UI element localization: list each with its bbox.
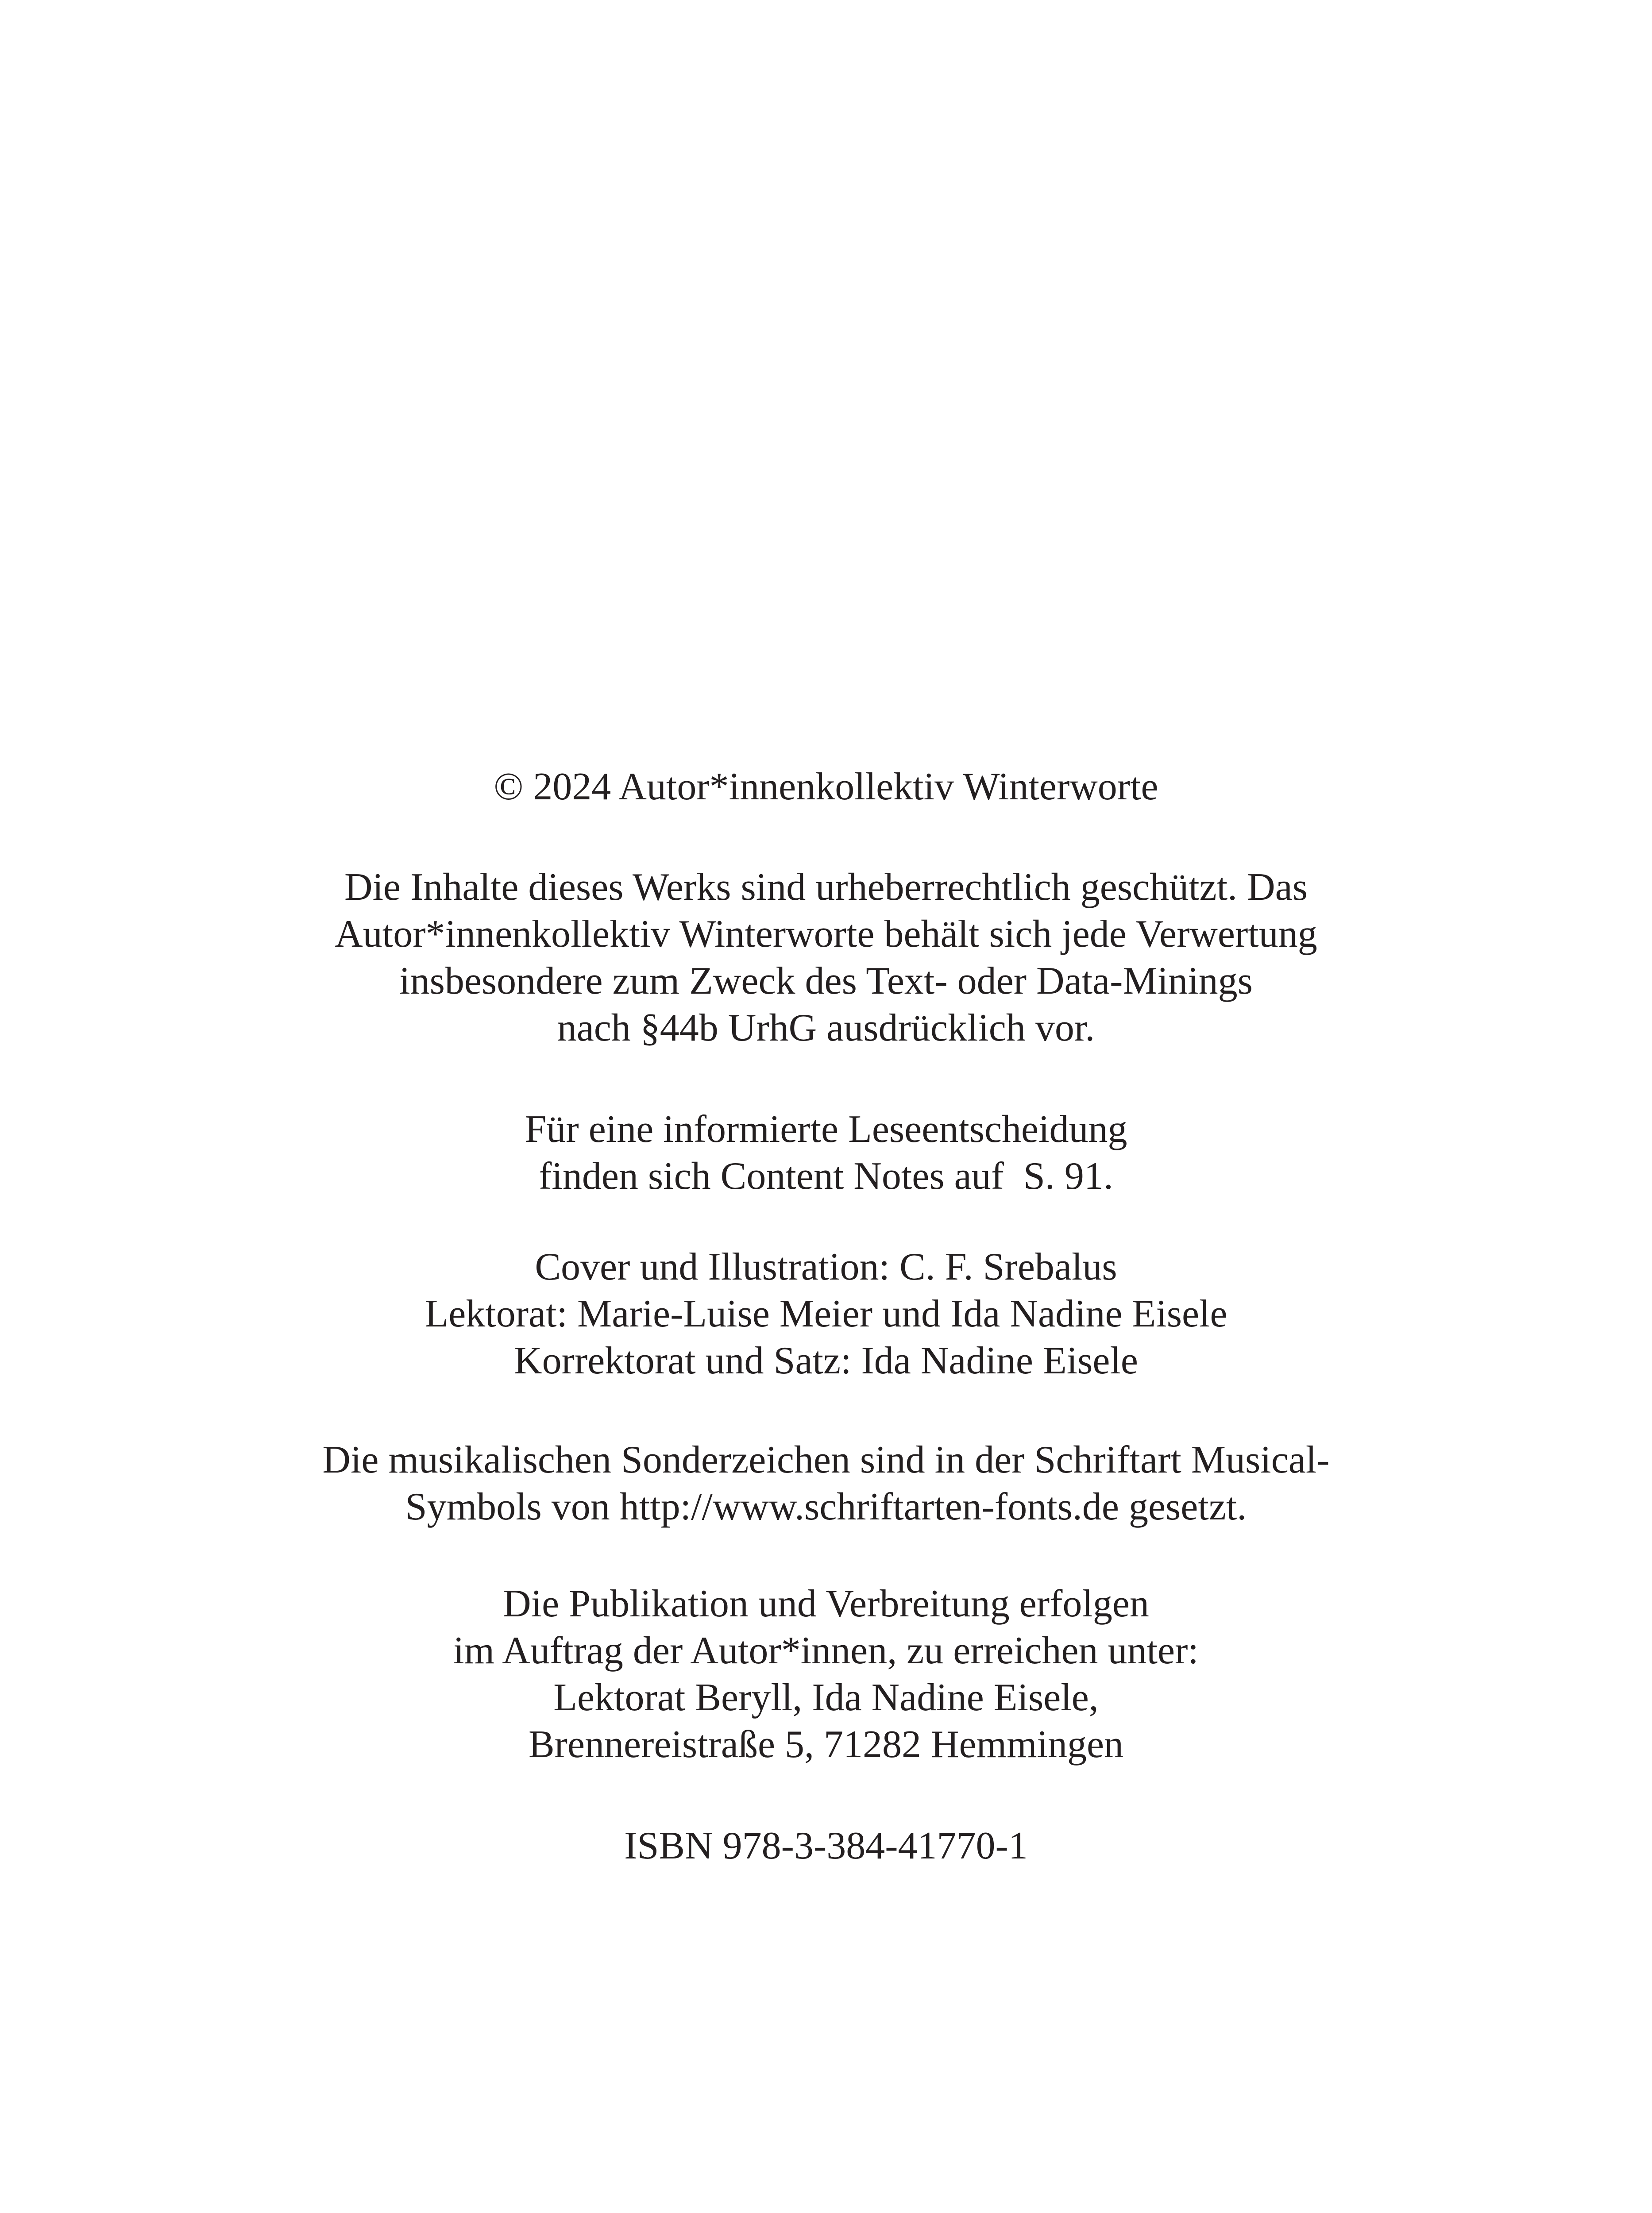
font-note-line-1: Die musikalischen Sonderzeichen sind in der Schriftart Musical-	[322, 1438, 1330, 1481]
rights-line-1: Die Inhalte dieses Werks sind urheberrechtlich geschützt. Das	[344, 866, 1308, 909]
credit-editing: Lektorat: Marie-Luise Meier und Ida Nadine Eisele	[425, 1292, 1227, 1335]
credit-cover: Cover und Illustration: C. F. Srebalus	[535, 1245, 1117, 1288]
content-notes-line-2: finden sich Content Notes auf S. 91.	[539, 1155, 1113, 1198]
isbn-line: ISBN 978-3-384-41770-1	[624, 1824, 1028, 1867]
publication-info	[0, 1581, 1652, 1768]
credit-proofreading: Korrektorat und Satz: Ida Nadine Eisele	[514, 1339, 1138, 1382]
publication-line-2: im Auftrag der Autor*innen, zu erreichen unter:	[453, 1629, 1199, 1672]
publication-line-1: Die Publikation und Verbreitung erfolgen	[503, 1582, 1149, 1625]
publication-line-3: Lektorat Beryll, Ida Nadine Eisele,	[553, 1676, 1099, 1719]
content-notes-statement	[0, 1106, 1652, 1200]
rights-line-3: insbesondere zum Zweck des Text- oder Data-Minings	[399, 960, 1253, 1002]
credits	[0, 1244, 1652, 1384]
font-note	[0, 1437, 1652, 1531]
isbn	[0, 1823, 1652, 1870]
rights-line-4: nach §44b UrhG ausdrücklich vor.	[557, 1006, 1095, 1049]
copyright-line: © 2024 Autor*innenkollektiv Winterworte	[494, 765, 1158, 808]
publication-line-4: Brennereistraße 5, 71282 Hemmingen	[528, 1723, 1124, 1766]
rights-statement	[0, 864, 1652, 1052]
content-notes-line-1: Für eine informierte Leseentscheidung	[525, 1108, 1127, 1151]
font-note-line-2: Symbols von http://www.schriftarten-fonts.de gesetzt.	[405, 1485, 1247, 1528]
copyright-notice	[0, 763, 1652, 810]
rights-line-2: Autor*innenkollektiv Winterworte behält sich jede Verwertung	[335, 913, 1317, 956]
